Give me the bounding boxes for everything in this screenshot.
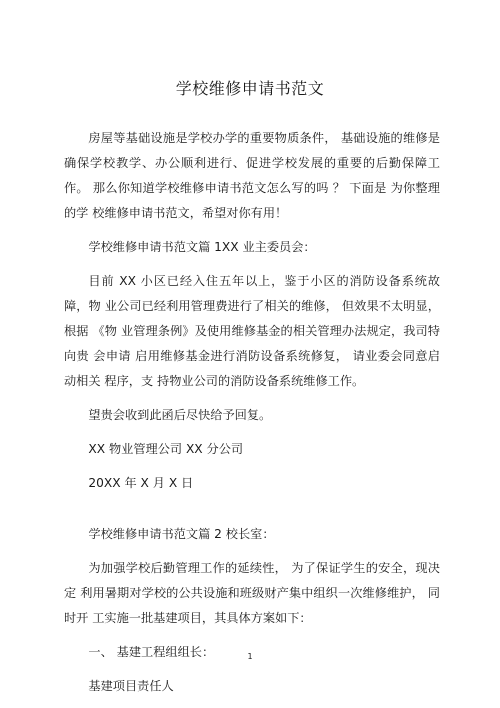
sample-1-date: 20XX 年 X 月 X 日 xyxy=(88,476,194,490)
sample-2-project-lead: 基建项目责任人 xyxy=(88,679,174,693)
sample-1-heading: 学校维修申请书范文篇 1XX 业主委员会： xyxy=(88,240,316,254)
sample-1-body: 目前 XX 小区已经入住五年以上，鉴于小区的消防设备系统故障，物 业公司已经利用管理费进行了相关的维修， 但效果不太明显，根据 《物 业管理条例》及使用维修基金的相关管理办法规定，我司特向贵 会申请 启用维修基金进行消防设备系统修复， 请业委会同意启动相关 程序，支 持物业公司的消防设备系统维修工作。 xyxy=(64,274,440,388)
sample-2-body: 为加强学校后勤管理工作的延续性， 为了保证学生的安全，现决 定 利用暑期对学校的公共设施和班级财产集中组织一次维修维护， 同 时开 工实施一批基建项目，其具体方案如下： xyxy=(64,561,440,625)
sample-2-heading: 学校维修申请书范文篇 2 校长室： xyxy=(88,527,275,541)
page-number: 1 xyxy=(247,652,253,661)
sample-1-reply-request: 望贵会收到此函后尽快给予回复。 xyxy=(88,408,272,422)
document-body xyxy=(64,126,440,708)
document-title: 学校维修申请书范文 xyxy=(175,79,325,98)
intro-paragraph: 房屋等基础设施是学校办学的重要物质条件， 基础设施的维修是 确保学校教学、办公顺利进行、促进学校发展的重要的后勤保障工作。 那么你知道学校维修申请书范文怎么写的吗 ？ 下面是 为你整理的学 校维修申请书范文，希望对你有用！ xyxy=(64,131,440,220)
sample-2-section-one: 一、 基建工程组组长： xyxy=(88,645,215,659)
sample-1-signature: XX 物业管理公司 XX 分公司 xyxy=(88,442,244,456)
